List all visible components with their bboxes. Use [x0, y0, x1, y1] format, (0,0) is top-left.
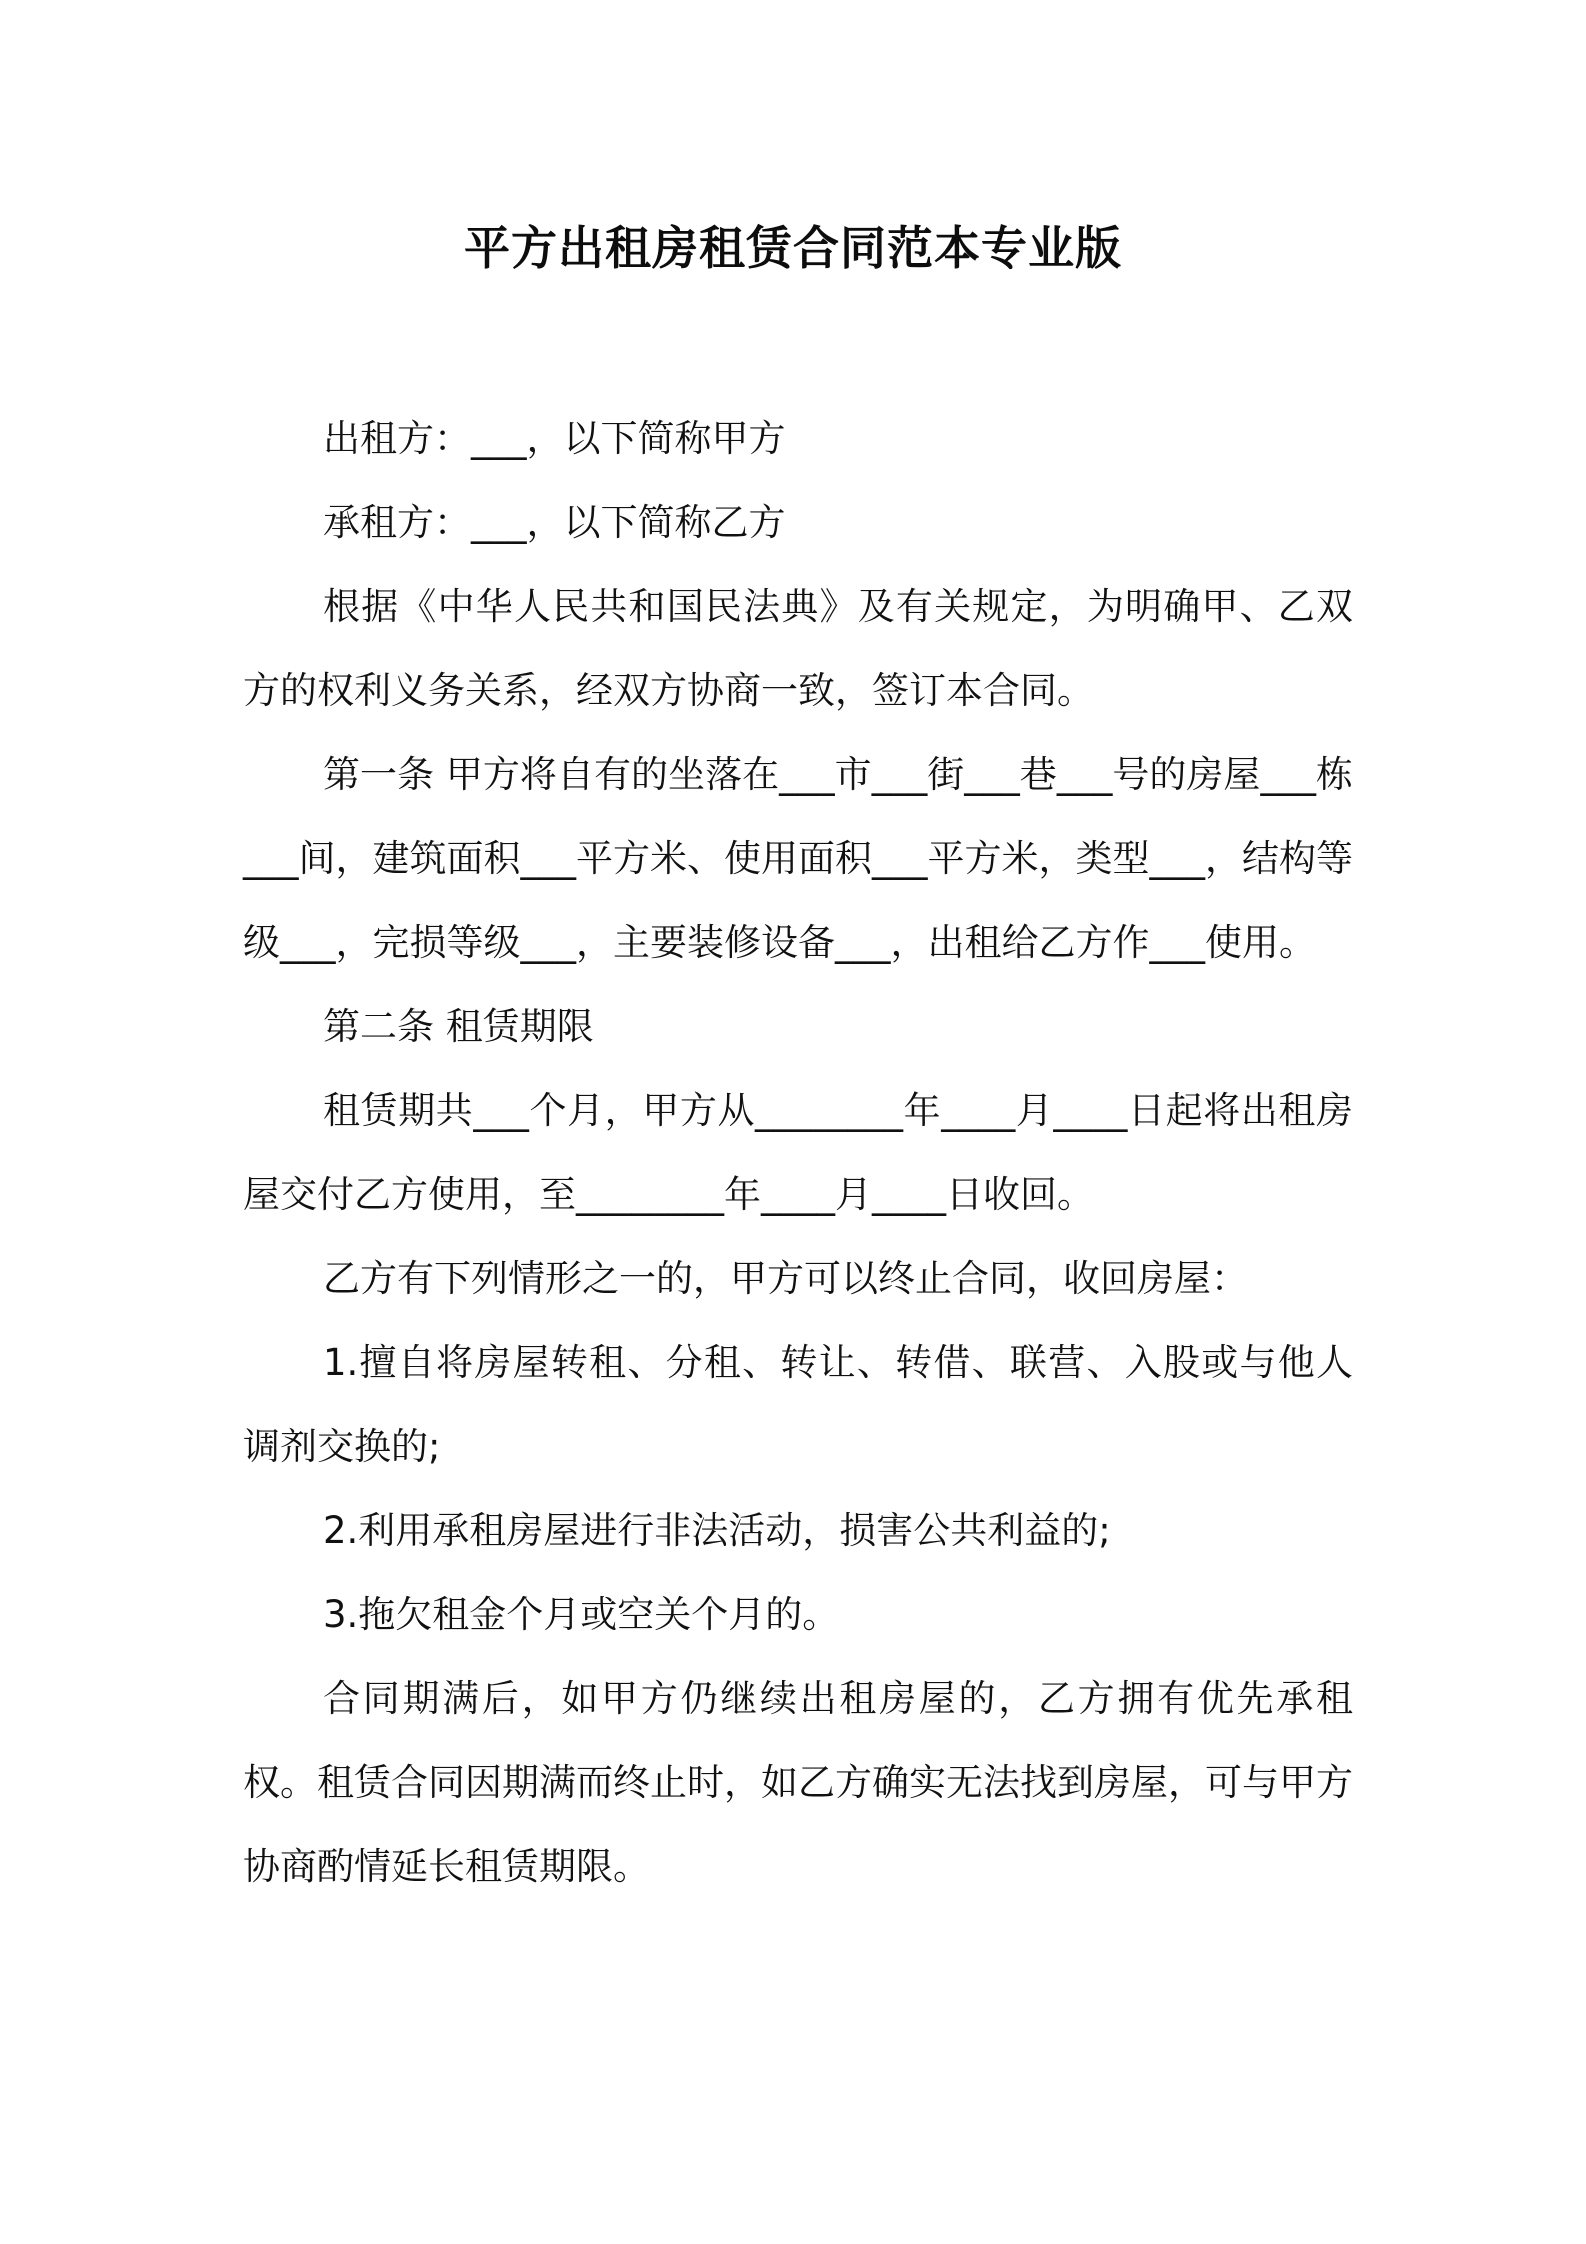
- paragraph-condition-3: 3.拖欠租金个月或空关个月的。: [323, 1593, 840, 1636]
- paragraph-article-2-heading: 第二条 租赁期限: [323, 1005, 594, 1048]
- paragraph-preamble: 根据《中华人民共和国民法典》及有关规定，为明确甲、乙双方的权利义务关系，经双方协商一致，签订本合同。: [243, 585, 1353, 712]
- paragraph-article-1: 第一条 甲方将自有的坐落在___市___街___巷___号的房屋___栋___间，建筑面积___平方米、使用面积___平方米，类型___，结构等级___，完损等级___，主要装修设备___，出租给乙方作___使用。: [243, 753, 1353, 964]
- paragraph-lessee: 承租方：___，以下简称乙方: [323, 501, 786, 544]
- paragraph-condition-2: 2.利用承租房屋进行非法活动，损害公共利益的;: [323, 1509, 1111, 1552]
- document-title: 平方出租房租赁合同范本专业版: [464, 221, 1122, 275]
- paragraph-condition-1: 1.擅自将房屋转租、分租、转让、转借、联营、入股或与他人调剂交换的;: [243, 1341, 1353, 1468]
- document-body: [243, 397, 1353, 1909]
- paragraph-lease-term: 租赁期共___个月，甲方从________年____月____日起将出租房屋交付乙方使用，至________年____月____日收回。: [243, 1089, 1353, 1216]
- paragraph-renewal: 合同期满后，如甲方仍继续出租房屋的，乙方拥有优先承租权。租赁合同因期满而终止时，如乙方确实无法找到房屋，可与甲方协商酌情延长租赁期限。: [243, 1677, 1353, 1888]
- paragraph-termination-conditions: 乙方有下列情形之一的，甲方可以终止合同，收回房屋：: [323, 1257, 1248, 1300]
- paragraph-lessor: 出租方：___，以下简称甲方: [323, 417, 786, 460]
